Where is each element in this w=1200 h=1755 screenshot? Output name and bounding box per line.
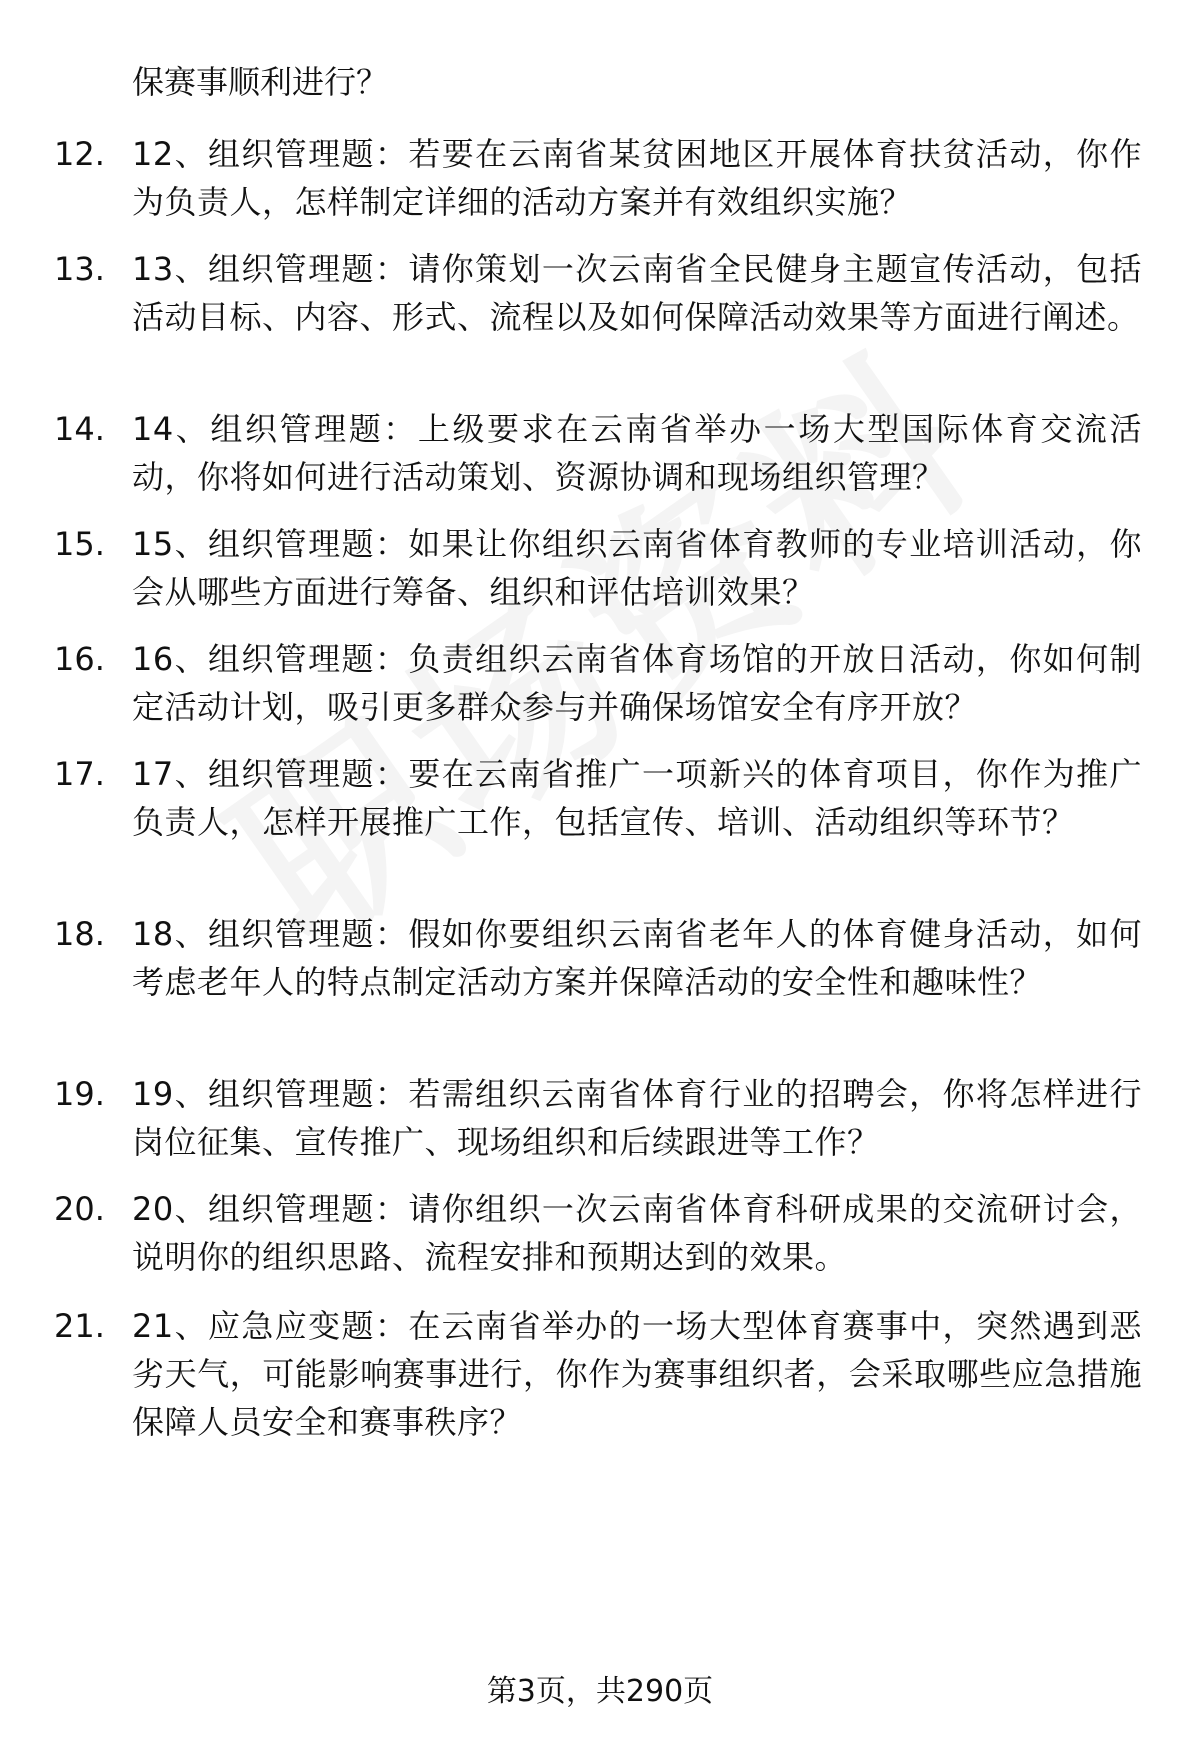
question-number: 15.: [54, 525, 105, 563]
question-text: 21、应急应变题：在云南省举办的一场大型体育赛事中，突然遇到恶劣天气，可能影响赛事进行，你作为赛事组织者，会采取哪些应急措施保障人员安全和赛事秩序？: [132, 1307, 1142, 1441]
question-number: 13.: [54, 250, 105, 288]
question-number: 16.: [54, 640, 105, 678]
question-text: 17、组织管理题：要在云南省推广一项新兴的体育项目，你作为推广负责人，怎样开展推广工作，包括宣传、培训、活动组织等环节？: [132, 755, 1142, 841]
question-number: 21.: [54, 1307, 105, 1345]
question-text: 16、组织管理题：负责组织云南省体育场馆的开放日活动，你如何制定活动计划，吸引更多群众参与并确保场馆安全有序开放？: [132, 640, 1142, 726]
question-text: 15、组织管理题：如果让你组织云南省体育教师的专业培训活动，你会从哪些方面进行筹备、组织和评估培训效果？: [132, 525, 1142, 611]
question-number: 18.: [54, 915, 105, 953]
question-text: 19、组织管理题：若需组织云南省体育行业的招聘会，你将怎样进行岗位征集、宣传推广、现场组织和后续跟进等工作？: [132, 1075, 1142, 1161]
page-footer: 第3页，共290页: [486, 1674, 714, 1709]
question-number: 14.: [54, 410, 105, 448]
question-text: 14、组织管理题：上级要求在云南省举办一场大型国际体育交流活动，你将如何进行活动策划、资源协调和现场组织管理？: [132, 410, 1142, 496]
question-text: 12、组织管理题：若要在云南省某贫困地区开展体育扶贫活动，你作为负责人，怎样制定详细的活动方案并有效组织实施？: [132, 135, 1142, 221]
question-text: 13、组织管理题：请你策划一次云南省全民健身主题宣传活动，包括活动目标、内容、形式、流程以及如何保障活动效果等方面进行阐述。: [132, 250, 1142, 336]
question-text: 18、组织管理题：假如你要组织云南省老年人的体育健身活动，如何考虑老年人的特点制定活动方案并保障活动的安全性和趣味性？: [132, 915, 1142, 1001]
question-number: 12.: [54, 135, 105, 173]
question-number: 20.: [54, 1190, 105, 1228]
question-text: 20、组织管理题：请你组织一次云南省体育科研成果的交流研讨会，说明你的组织思路、流程安排和预期达到的效果。: [132, 1190, 1142, 1276]
question-number: 19.: [54, 1075, 105, 1113]
continuation-text: 保赛事顺利进行？: [132, 63, 389, 101]
question-number: 17.: [54, 755, 105, 793]
